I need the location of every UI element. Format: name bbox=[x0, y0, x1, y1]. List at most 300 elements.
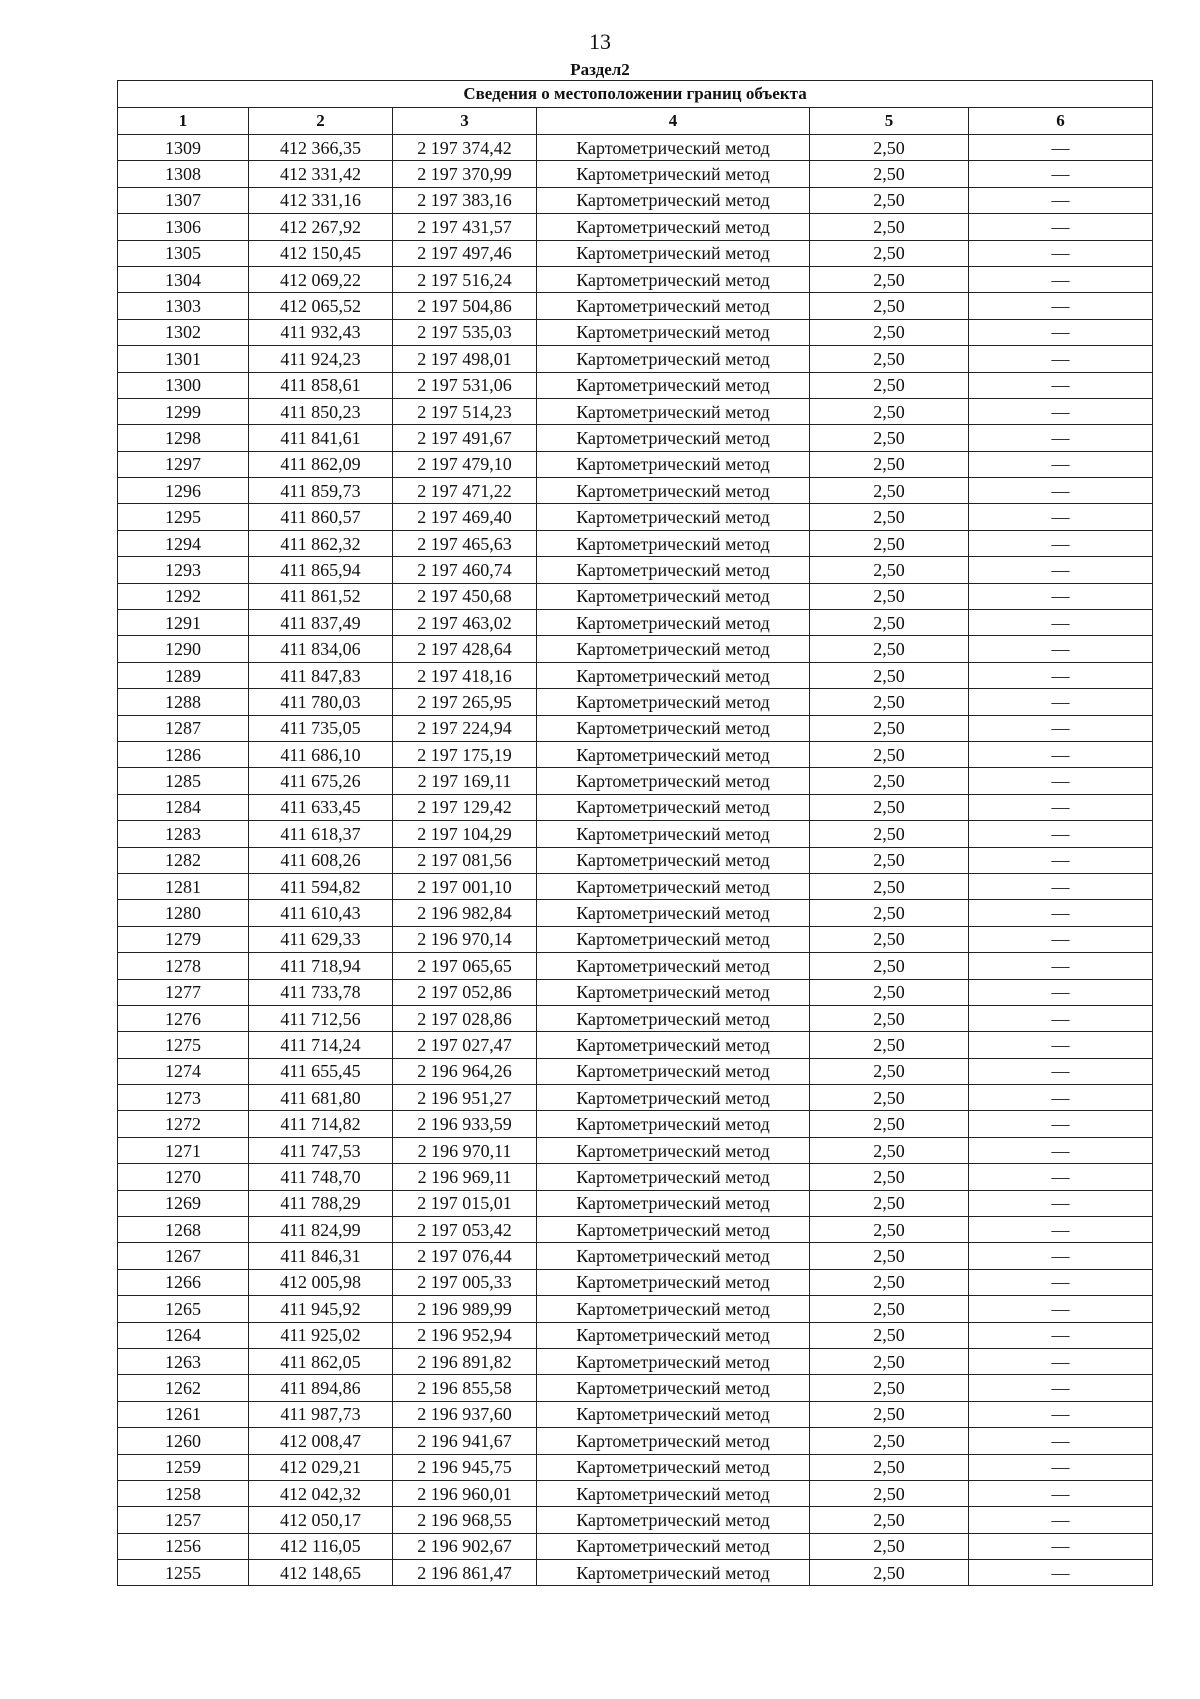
column-header: 2 bbox=[249, 108, 393, 135]
note-cell: — bbox=[969, 1375, 1153, 1401]
note-cell: — bbox=[969, 504, 1153, 530]
y-coordinate-cell: 2 197 015,01 bbox=[393, 1190, 537, 1216]
method-cell: Картометрический метод bbox=[537, 1217, 810, 1243]
y-coordinate-cell: 2 197 418,16 bbox=[393, 662, 537, 688]
accuracy-cell: 2,50 bbox=[810, 135, 969, 161]
x-coordinate-cell: 412 267,92 bbox=[249, 214, 393, 240]
point-number-cell: 1293 bbox=[118, 557, 249, 583]
note-cell: — bbox=[969, 1217, 1153, 1243]
note-cell: — bbox=[969, 1454, 1153, 1480]
table-row bbox=[118, 346, 1153, 372]
y-coordinate-cell: 2 196 960,01 bbox=[393, 1480, 537, 1506]
note-cell: — bbox=[969, 953, 1153, 979]
note-cell: — bbox=[969, 821, 1153, 847]
method-cell: Картометрический метод bbox=[537, 900, 810, 926]
accuracy-cell: 2,50 bbox=[810, 187, 969, 213]
y-coordinate-cell: 2 197 491,67 bbox=[393, 425, 537, 451]
point-number-cell: 1305 bbox=[118, 240, 249, 266]
x-coordinate-cell: 411 858,61 bbox=[249, 372, 393, 398]
method-cell: Картометрический метод bbox=[537, 1005, 810, 1031]
note-cell: — bbox=[969, 636, 1153, 662]
note-cell: — bbox=[969, 741, 1153, 767]
accuracy-cell: 2,50 bbox=[810, 1164, 969, 1190]
note-cell: — bbox=[969, 1428, 1153, 1454]
note-cell: — bbox=[969, 1111, 1153, 1137]
table-row bbox=[118, 1322, 1153, 1348]
note-cell: — bbox=[969, 319, 1153, 345]
note-cell: — bbox=[969, 926, 1153, 952]
y-coordinate-cell: 2 197 265,95 bbox=[393, 689, 537, 715]
accuracy-cell: 2,50 bbox=[810, 741, 969, 767]
method-cell: Картометрический метод bbox=[537, 979, 810, 1005]
x-coordinate-cell: 411 610,43 bbox=[249, 900, 393, 926]
y-coordinate-cell: 2 197 224,94 bbox=[393, 715, 537, 741]
y-coordinate-cell: 2 197 463,02 bbox=[393, 610, 537, 636]
column-header: 3 bbox=[393, 108, 537, 135]
y-coordinate-cell: 2 196 855,58 bbox=[393, 1375, 537, 1401]
point-number-cell: 1306 bbox=[118, 214, 249, 240]
method-cell: Картометрический метод bbox=[537, 768, 810, 794]
table-row bbox=[118, 636, 1153, 662]
point-number-cell: 1277 bbox=[118, 979, 249, 1005]
y-coordinate-cell: 2 196 937,60 bbox=[393, 1401, 537, 1427]
accuracy-cell: 2,50 bbox=[810, 1322, 969, 1348]
method-cell: Картометрический метод bbox=[537, 1085, 810, 1111]
x-coordinate-cell: 412 069,22 bbox=[249, 266, 393, 292]
note-cell: — bbox=[969, 1480, 1153, 1506]
accuracy-cell: 2,50 bbox=[810, 293, 969, 319]
table-row bbox=[118, 1032, 1153, 1058]
table-row bbox=[118, 451, 1153, 477]
point-number-cell: 1279 bbox=[118, 926, 249, 952]
method-cell: Картометрический метод bbox=[537, 1507, 810, 1533]
point-number-cell: 1292 bbox=[118, 583, 249, 609]
accuracy-cell: 2,50 bbox=[810, 1137, 969, 1163]
table-row bbox=[118, 1164, 1153, 1190]
point-number-cell: 1290 bbox=[118, 636, 249, 662]
x-coordinate-cell: 412 150,45 bbox=[249, 240, 393, 266]
point-number-cell: 1300 bbox=[118, 372, 249, 398]
x-coordinate-cell: 411 862,09 bbox=[249, 451, 393, 477]
method-cell: Картометрический метод bbox=[537, 1560, 810, 1586]
method-cell: Картометрический метод bbox=[537, 1428, 810, 1454]
x-coordinate-cell: 411 712,56 bbox=[249, 1005, 393, 1031]
point-number-cell: 1299 bbox=[118, 398, 249, 424]
accuracy-cell: 2,50 bbox=[810, 1507, 969, 1533]
accuracy-cell: 2,50 bbox=[810, 240, 969, 266]
y-coordinate-cell: 2 196 941,67 bbox=[393, 1428, 537, 1454]
point-number-cell: 1283 bbox=[118, 821, 249, 847]
table-row bbox=[118, 214, 1153, 240]
accuracy-cell: 2,50 bbox=[810, 478, 969, 504]
note-cell: — bbox=[969, 610, 1153, 636]
note-cell: — bbox=[969, 293, 1153, 319]
table-row bbox=[118, 900, 1153, 926]
accuracy-cell: 2,50 bbox=[810, 979, 969, 1005]
accuracy-cell: 2,50 bbox=[810, 425, 969, 451]
accuracy-cell: 2,50 bbox=[810, 1401, 969, 1427]
y-coordinate-cell: 2 197 027,47 bbox=[393, 1032, 537, 1058]
point-number-cell: 1268 bbox=[118, 1217, 249, 1243]
accuracy-cell: 2,50 bbox=[810, 900, 969, 926]
table-caption: Сведения о местоположении границ объекта bbox=[118, 81, 1153, 108]
x-coordinate-cell: 411 862,32 bbox=[249, 530, 393, 556]
table-row bbox=[118, 504, 1153, 530]
note-cell: — bbox=[969, 1507, 1153, 1533]
point-number-cell: 1307 bbox=[118, 187, 249, 213]
point-number-cell: 1259 bbox=[118, 1454, 249, 1480]
point-number-cell: 1289 bbox=[118, 662, 249, 688]
x-coordinate-cell: 411 932,43 bbox=[249, 319, 393, 345]
y-coordinate-cell: 2 196 970,14 bbox=[393, 926, 537, 952]
x-coordinate-cell: 411 987,73 bbox=[249, 1401, 393, 1427]
x-coordinate-cell: 411 925,02 bbox=[249, 1322, 393, 1348]
accuracy-cell: 2,50 bbox=[810, 1217, 969, 1243]
point-number-cell: 1267 bbox=[118, 1243, 249, 1269]
column-header: 6 bbox=[969, 108, 1153, 135]
accuracy-cell: 2,50 bbox=[810, 610, 969, 636]
note-cell: — bbox=[969, 1560, 1153, 1586]
y-coordinate-cell: 2 197 531,06 bbox=[393, 372, 537, 398]
note-cell: — bbox=[969, 1296, 1153, 1322]
point-number-cell: 1264 bbox=[118, 1322, 249, 1348]
table-row bbox=[118, 1111, 1153, 1137]
x-coordinate-cell: 411 608,26 bbox=[249, 847, 393, 873]
point-number-cell: 1288 bbox=[118, 689, 249, 715]
y-coordinate-cell: 2 196 970,11 bbox=[393, 1137, 537, 1163]
x-coordinate-cell: 411 618,37 bbox=[249, 821, 393, 847]
point-number-cell: 1294 bbox=[118, 530, 249, 556]
method-cell: Картометрический метод bbox=[537, 1454, 810, 1480]
y-coordinate-cell: 2 197 081,56 bbox=[393, 847, 537, 873]
note-cell: — bbox=[969, 266, 1153, 292]
accuracy-cell: 2,50 bbox=[810, 266, 969, 292]
accuracy-cell: 2,50 bbox=[810, 1058, 969, 1084]
y-coordinate-cell: 2 197 001,10 bbox=[393, 873, 537, 899]
accuracy-cell: 2,50 bbox=[810, 1296, 969, 1322]
note-cell: — bbox=[969, 240, 1153, 266]
point-number-cell: 1270 bbox=[118, 1164, 249, 1190]
note-cell: — bbox=[969, 557, 1153, 583]
y-coordinate-cell: 2 196 951,27 bbox=[393, 1085, 537, 1111]
accuracy-cell: 2,50 bbox=[810, 689, 969, 715]
y-coordinate-cell: 2 197 104,29 bbox=[393, 821, 537, 847]
table-row bbox=[118, 583, 1153, 609]
x-coordinate-cell: 412 065,52 bbox=[249, 293, 393, 319]
x-coordinate-cell: 412 148,65 bbox=[249, 1560, 393, 1586]
x-coordinate-cell: 411 846,31 bbox=[249, 1243, 393, 1269]
method-cell: Картометрический метод bbox=[537, 1401, 810, 1427]
table-caption-row bbox=[118, 81, 1153, 108]
table-row bbox=[118, 1348, 1153, 1374]
method-cell: Картометрический метод bbox=[537, 1032, 810, 1058]
table-row bbox=[118, 1428, 1153, 1454]
note-cell: — bbox=[969, 768, 1153, 794]
y-coordinate-cell: 2 196 933,59 bbox=[393, 1111, 537, 1137]
method-cell: Картометрический метод bbox=[537, 293, 810, 319]
method-cell: Картометрический метод bbox=[537, 319, 810, 345]
table-row bbox=[118, 1243, 1153, 1269]
y-coordinate-cell: 2 196 945,75 bbox=[393, 1454, 537, 1480]
accuracy-cell: 2,50 bbox=[810, 161, 969, 187]
point-number-cell: 1291 bbox=[118, 610, 249, 636]
point-number-cell: 1281 bbox=[118, 873, 249, 899]
x-coordinate-cell: 411 629,33 bbox=[249, 926, 393, 952]
note-cell: — bbox=[969, 372, 1153, 398]
y-coordinate-cell: 2 197 175,19 bbox=[393, 741, 537, 767]
note-cell: — bbox=[969, 1322, 1153, 1348]
y-coordinate-cell: 2 196 964,26 bbox=[393, 1058, 537, 1084]
accuracy-cell: 2,50 bbox=[810, 1032, 969, 1058]
method-cell: Картометрический метод bbox=[537, 504, 810, 530]
table-row bbox=[118, 1137, 1153, 1163]
point-number-cell: 1304 bbox=[118, 266, 249, 292]
y-coordinate-cell: 2 197 129,42 bbox=[393, 794, 537, 820]
note-cell: — bbox=[969, 689, 1153, 715]
y-coordinate-cell: 2 196 982,84 bbox=[393, 900, 537, 926]
accuracy-cell: 2,50 bbox=[810, 1085, 969, 1111]
table-header-row bbox=[118, 108, 1153, 135]
point-number-cell: 1271 bbox=[118, 1137, 249, 1163]
method-cell: Картометрический метод bbox=[537, 451, 810, 477]
y-coordinate-cell: 2 197 460,74 bbox=[393, 557, 537, 583]
table-row bbox=[118, 1005, 1153, 1031]
point-number-cell: 1297 bbox=[118, 451, 249, 477]
x-coordinate-cell: 411 861,52 bbox=[249, 583, 393, 609]
accuracy-cell: 2,50 bbox=[810, 398, 969, 424]
method-cell: Картометрический метод bbox=[537, 689, 810, 715]
method-cell: Картометрический метод bbox=[537, 953, 810, 979]
method-cell: Картометрический метод bbox=[537, 530, 810, 556]
method-cell: Картометрический метод bbox=[537, 372, 810, 398]
table-row bbox=[118, 1401, 1153, 1427]
y-coordinate-cell: 2 197 383,16 bbox=[393, 187, 537, 213]
note-cell: — bbox=[969, 187, 1153, 213]
table-row bbox=[118, 1058, 1153, 1084]
accuracy-cell: 2,50 bbox=[810, 557, 969, 583]
point-number-cell: 1276 bbox=[118, 1005, 249, 1031]
method-cell: Картометрический метод bbox=[537, 926, 810, 952]
table-row bbox=[118, 1454, 1153, 1480]
point-number-cell: 1301 bbox=[118, 346, 249, 372]
y-coordinate-cell: 2 197 431,57 bbox=[393, 214, 537, 240]
x-coordinate-cell: 411 718,94 bbox=[249, 953, 393, 979]
x-coordinate-cell: 412 008,47 bbox=[249, 1428, 393, 1454]
accuracy-cell: 2,50 bbox=[810, 768, 969, 794]
x-coordinate-cell: 411 655,45 bbox=[249, 1058, 393, 1084]
note-cell: — bbox=[969, 979, 1153, 1005]
x-coordinate-cell: 412 042,32 bbox=[249, 1480, 393, 1506]
table-row bbox=[118, 398, 1153, 424]
x-coordinate-cell: 411 859,73 bbox=[249, 478, 393, 504]
table-row bbox=[118, 1085, 1153, 1111]
y-coordinate-cell: 2 197 516,24 bbox=[393, 266, 537, 292]
x-coordinate-cell: 411 834,06 bbox=[249, 636, 393, 662]
table-row bbox=[118, 768, 1153, 794]
note-cell: — bbox=[969, 794, 1153, 820]
point-number-cell: 1272 bbox=[118, 1111, 249, 1137]
table-row bbox=[118, 266, 1153, 292]
accuracy-cell: 2,50 bbox=[810, 926, 969, 952]
point-number-cell: 1256 bbox=[118, 1533, 249, 1559]
x-coordinate-cell: 412 331,42 bbox=[249, 161, 393, 187]
y-coordinate-cell: 2 197 028,86 bbox=[393, 1005, 537, 1031]
note-cell: — bbox=[969, 1058, 1153, 1084]
table-row bbox=[118, 689, 1153, 715]
accuracy-cell: 2,50 bbox=[810, 1375, 969, 1401]
x-coordinate-cell: 411 594,82 bbox=[249, 873, 393, 899]
note-cell: — bbox=[969, 1533, 1153, 1559]
point-number-cell: 1295 bbox=[118, 504, 249, 530]
note-cell: — bbox=[969, 478, 1153, 504]
accuracy-cell: 2,50 bbox=[810, 1005, 969, 1031]
point-number-cell: 1303 bbox=[118, 293, 249, 319]
x-coordinate-cell: 411 686,10 bbox=[249, 741, 393, 767]
x-coordinate-cell: 412 366,35 bbox=[249, 135, 393, 161]
point-number-cell: 1285 bbox=[118, 768, 249, 794]
point-number-cell: 1258 bbox=[118, 1480, 249, 1506]
table-row bbox=[118, 953, 1153, 979]
point-number-cell: 1265 bbox=[118, 1296, 249, 1322]
accuracy-cell: 2,50 bbox=[810, 214, 969, 240]
note-cell: — bbox=[969, 425, 1153, 451]
method-cell: Картометрический метод bbox=[537, 821, 810, 847]
column-header: 4 bbox=[537, 108, 810, 135]
method-cell: Картометрический метод bbox=[537, 1190, 810, 1216]
x-coordinate-cell: 411 824,99 bbox=[249, 1217, 393, 1243]
method-cell: Картометрический метод bbox=[537, 873, 810, 899]
note-cell: — bbox=[969, 398, 1153, 424]
method-cell: Картометрический метод bbox=[537, 1269, 810, 1295]
note-cell: — bbox=[969, 1137, 1153, 1163]
accuracy-cell: 2,50 bbox=[810, 636, 969, 662]
table-row bbox=[118, 741, 1153, 767]
x-coordinate-cell: 411 945,92 bbox=[249, 1296, 393, 1322]
x-coordinate-cell: 411 850,23 bbox=[249, 398, 393, 424]
y-coordinate-cell: 2 197 065,65 bbox=[393, 953, 537, 979]
x-coordinate-cell: 412 050,17 bbox=[249, 1507, 393, 1533]
point-number-cell: 1296 bbox=[118, 478, 249, 504]
accuracy-cell: 2,50 bbox=[810, 583, 969, 609]
method-cell: Картометрический метод bbox=[537, 1058, 810, 1084]
accuracy-cell: 2,50 bbox=[810, 715, 969, 741]
y-coordinate-cell: 2 197 169,11 bbox=[393, 768, 537, 794]
section-title: Раздел2 bbox=[570, 60, 630, 79]
x-coordinate-cell: 411 847,83 bbox=[249, 662, 393, 688]
point-number-cell: 1302 bbox=[118, 319, 249, 345]
accuracy-cell: 2,50 bbox=[810, 319, 969, 345]
table-row bbox=[118, 293, 1153, 319]
method-cell: Картометрический метод bbox=[537, 794, 810, 820]
accuracy-cell: 2,50 bbox=[810, 873, 969, 899]
table-row bbox=[118, 610, 1153, 636]
method-cell: Картометрический метод bbox=[537, 557, 810, 583]
table-row bbox=[118, 926, 1153, 952]
y-coordinate-cell: 2 197 450,68 bbox=[393, 583, 537, 609]
method-cell: Картометрический метод bbox=[537, 583, 810, 609]
x-coordinate-cell: 411 748,70 bbox=[249, 1164, 393, 1190]
accuracy-cell: 2,50 bbox=[810, 1348, 969, 1374]
y-coordinate-cell: 2 197 469,40 bbox=[393, 504, 537, 530]
note-cell: — bbox=[969, 1005, 1153, 1031]
table-row bbox=[118, 794, 1153, 820]
table-row bbox=[118, 372, 1153, 398]
boundary-coordinates-table bbox=[117, 80, 1153, 1586]
y-coordinate-cell: 2 197 514,23 bbox=[393, 398, 537, 424]
point-number-cell: 1278 bbox=[118, 953, 249, 979]
x-coordinate-cell: 411 780,03 bbox=[249, 689, 393, 715]
method-cell: Картометрический метод bbox=[537, 662, 810, 688]
method-cell: Картометрический метод bbox=[537, 610, 810, 636]
x-coordinate-cell: 412 116,05 bbox=[249, 1533, 393, 1559]
x-coordinate-cell: 411 633,45 bbox=[249, 794, 393, 820]
y-coordinate-cell: 2 197 471,22 bbox=[393, 478, 537, 504]
y-coordinate-cell: 2 197 479,10 bbox=[393, 451, 537, 477]
accuracy-cell: 2,50 bbox=[810, 1560, 969, 1586]
table-row bbox=[118, 847, 1153, 873]
table-row bbox=[118, 161, 1153, 187]
y-coordinate-cell: 2 196 969,11 bbox=[393, 1164, 537, 1190]
accuracy-cell: 2,50 bbox=[810, 504, 969, 530]
x-coordinate-cell: 411 841,61 bbox=[249, 425, 393, 451]
method-cell: Картометрический метод bbox=[537, 346, 810, 372]
note-cell: — bbox=[969, 1243, 1153, 1269]
method-cell: Картометрический метод bbox=[537, 1137, 810, 1163]
accuracy-cell: 2,50 bbox=[810, 821, 969, 847]
accuracy-cell: 2,50 bbox=[810, 1533, 969, 1559]
note-cell: — bbox=[969, 1085, 1153, 1111]
table-row bbox=[118, 1269, 1153, 1295]
point-number-cell: 1308 bbox=[118, 161, 249, 187]
y-coordinate-cell: 2 197 052,86 bbox=[393, 979, 537, 1005]
x-coordinate-cell: 411 714,82 bbox=[249, 1111, 393, 1137]
note-cell: — bbox=[969, 900, 1153, 926]
accuracy-cell: 2,50 bbox=[810, 530, 969, 556]
point-number-cell: 1274 bbox=[118, 1058, 249, 1084]
x-coordinate-cell: 411 714,24 bbox=[249, 1032, 393, 1058]
accuracy-cell: 2,50 bbox=[810, 1480, 969, 1506]
table-row bbox=[118, 1217, 1153, 1243]
page-number: 13 bbox=[589, 29, 611, 54]
note-cell: — bbox=[969, 715, 1153, 741]
method-cell: Картометрический метод bbox=[537, 187, 810, 213]
note-cell: — bbox=[969, 1190, 1153, 1216]
x-coordinate-cell: 411 788,29 bbox=[249, 1190, 393, 1216]
method-cell: Картометрический метод bbox=[537, 1243, 810, 1269]
point-number-cell: 1257 bbox=[118, 1507, 249, 1533]
point-number-cell: 1262 bbox=[118, 1375, 249, 1401]
table-row bbox=[118, 821, 1153, 847]
point-number-cell: 1275 bbox=[118, 1032, 249, 1058]
x-coordinate-cell: 411 747,53 bbox=[249, 1137, 393, 1163]
method-cell: Картометрический метод bbox=[537, 1322, 810, 1348]
y-coordinate-cell: 2 197 504,86 bbox=[393, 293, 537, 319]
note-cell: — bbox=[969, 662, 1153, 688]
x-coordinate-cell: 411 733,78 bbox=[249, 979, 393, 1005]
y-coordinate-cell: 2 197 005,33 bbox=[393, 1269, 537, 1295]
note-cell: — bbox=[969, 847, 1153, 873]
table-row bbox=[118, 187, 1153, 213]
table-body bbox=[118, 135, 1153, 1586]
point-number-cell: 1282 bbox=[118, 847, 249, 873]
table-row bbox=[118, 873, 1153, 899]
point-number-cell: 1255 bbox=[118, 1560, 249, 1586]
table-row bbox=[118, 557, 1153, 583]
y-coordinate-cell: 2 197 428,64 bbox=[393, 636, 537, 662]
x-coordinate-cell: 411 862,05 bbox=[249, 1348, 393, 1374]
point-number-cell: 1263 bbox=[118, 1348, 249, 1374]
note-cell: — bbox=[969, 1401, 1153, 1427]
